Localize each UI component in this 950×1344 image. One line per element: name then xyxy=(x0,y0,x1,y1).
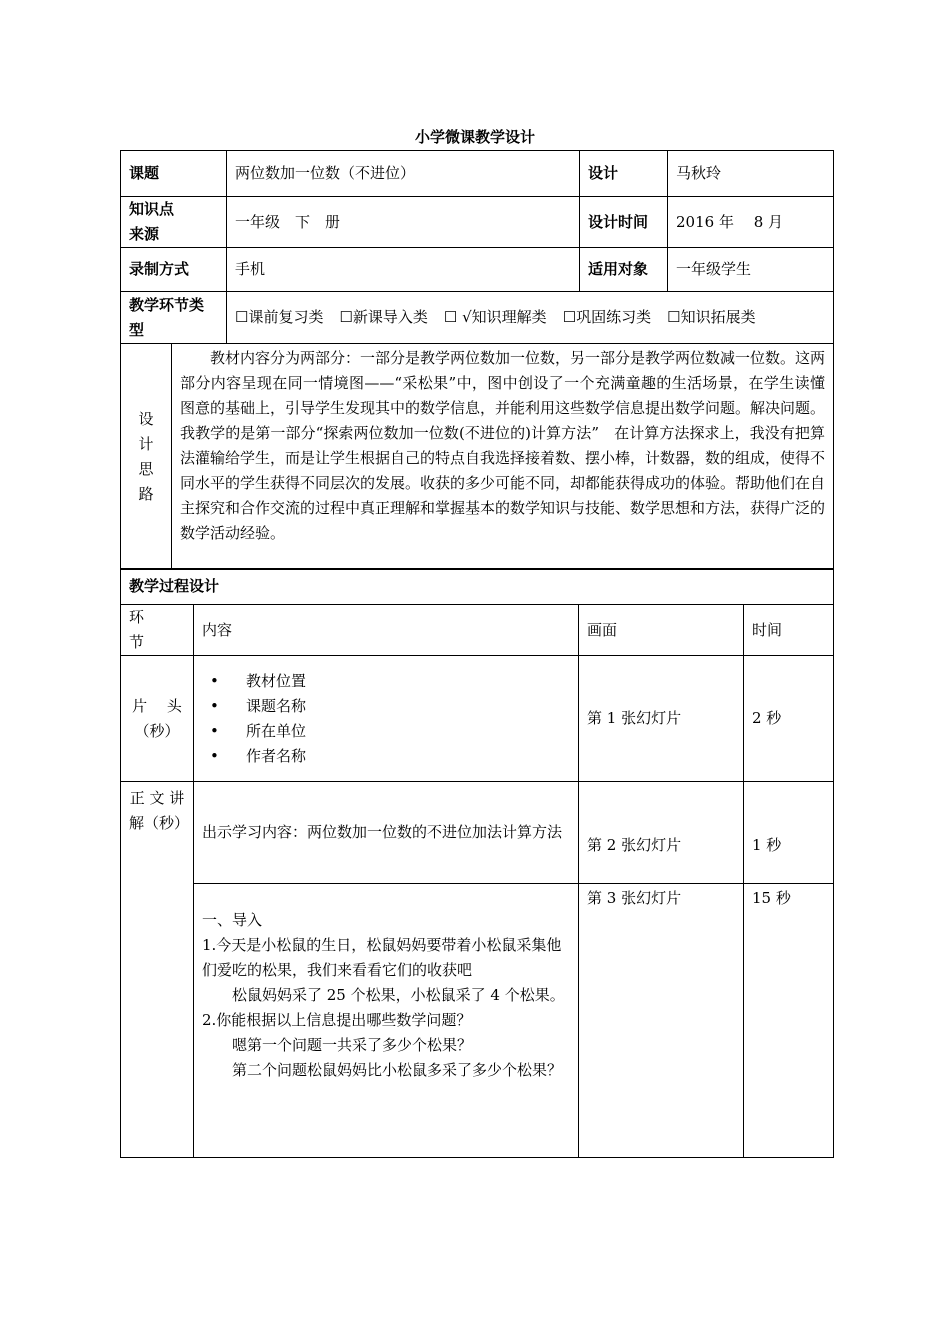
design-text: 教材内容分为两部分：一部分是教学两位数加一位数，另一部分是教学两位数减一位数。这两部分内容呈现在同一情境图——“采松果”中，图中创设了一个充满童趣的生活场景，在学生读懂图意的基础上，引导学生发现其中的数学信息，并能利用这些数学信息提出数学问题。解决问题。我教学的是第一部分“探索两位数加一位数(不进位的)计算方法” 在计算方法探求上，我没有把算法灌输给学生，而是让学生根据自己的特点自我选择接着数、摆小棒，计数器，数的组成，使得不同水平的学生获得不同层次的发展。收获的多少可能不同，却都能获得成功的体验。帮助他们在自主探究和合作交流的过程中真正理解和掌握基本的数学知识与技能、数学思想和方法，获得广泛的数学活动经验。 xyxy=(180,349,826,542)
stage-main-line2: 解（秒） xyxy=(129,814,190,832)
design-label-char: 计 xyxy=(138,434,154,453)
design-row xyxy=(121,344,834,570)
main-content: 出示学习内容：两位数加一位数的不进位加法计算方法 xyxy=(194,782,579,884)
record-row xyxy=(121,248,834,292)
process-table xyxy=(120,568,834,1158)
stage-header-line2: （秒） xyxy=(134,721,180,740)
header-screen: 第 1 张幻灯片 xyxy=(579,656,744,782)
col-time: 时间 xyxy=(744,605,834,656)
topic-row xyxy=(121,151,834,197)
type-label xyxy=(121,292,227,344)
type-label-line2: 型 xyxy=(129,320,145,339)
type-options xyxy=(227,292,834,344)
type-option-review[interactable]: ☐课前复习类 xyxy=(235,308,324,326)
intro-content xyxy=(194,884,579,1158)
source-label-line2: 来源 xyxy=(129,225,160,243)
source-label xyxy=(121,197,227,248)
type-row xyxy=(121,292,834,344)
header-content xyxy=(194,656,579,782)
record-value: 手机 xyxy=(227,248,580,292)
intro-line: 松鼠妈妈采了 25 个松果，小松鼠采了 4 个松果。 xyxy=(232,986,565,1004)
topic-label: 课题 xyxy=(121,151,227,197)
table-row xyxy=(121,656,834,782)
stage-main-line1: 正 文 讲 xyxy=(129,789,185,807)
intro-line: 嗯第一个问题一共采了多少个松果？ xyxy=(232,1036,473,1054)
stage-header-line1: 片 头 xyxy=(132,696,182,715)
source-value: 一年级 下 册 xyxy=(227,197,580,248)
intro-screen: 第 3 张幻灯片 xyxy=(579,884,744,1158)
list-item: • 课题名称 xyxy=(236,694,570,719)
designer-label: 设计 xyxy=(580,151,668,197)
table-row xyxy=(121,884,834,1158)
intro-line: 第二个问题松鼠妈妈比小松鼠多采了多少个松果？ xyxy=(232,1061,563,1079)
source-row xyxy=(121,197,834,248)
col-stage-line1: 环 xyxy=(129,608,145,626)
type-option-extension[interactable]: ☐知识拓展类 xyxy=(667,308,756,326)
intro-line: 2.你能根据以上信息提出哪些数学问题？ xyxy=(202,1011,472,1029)
page-title: 小学微课教学设计 xyxy=(414,128,535,146)
process-heading: 教学过程设计 xyxy=(121,569,834,605)
design-label xyxy=(121,344,172,569)
type-option-understanding[interactable]: ☐ √知识理解类 xyxy=(443,308,547,326)
type-option-practice[interactable]: ☐巩固练习类 xyxy=(562,308,652,326)
source-label-line1: 知识点 xyxy=(129,200,175,218)
col-content: 内容 xyxy=(194,605,579,656)
header-time: 2 秒 xyxy=(744,656,834,782)
col-screen: 画面 xyxy=(579,605,744,656)
info-table xyxy=(120,150,834,570)
stage-main xyxy=(121,782,194,1158)
target-label: 适用对象 xyxy=(580,248,668,292)
col-stage-line2: 节 xyxy=(129,633,145,651)
time-value: 2016 年 8 月 xyxy=(668,197,834,248)
process-header-row xyxy=(121,605,834,656)
intro-line: 1.今天是小松鼠的生日，松鼠妈妈要带着小松鼠采集他们爱吃的松果，我们来看看它们的收获吧 xyxy=(202,936,562,979)
intro-line: 一、导入 xyxy=(202,911,263,929)
header-bullet-list xyxy=(202,669,570,769)
main-time: 1 秒 xyxy=(744,782,834,884)
record-label: 录制方式 xyxy=(121,248,227,292)
design-label-char: 设 xyxy=(138,409,154,428)
topic-value: 两位数加一位数（不进位） xyxy=(227,151,580,197)
type-label-line1: 教学环节类 xyxy=(129,295,205,314)
col-stage xyxy=(121,605,194,656)
list-item: • 所在单位 xyxy=(236,719,570,744)
target-value: 一年级学生 xyxy=(668,248,834,292)
design-label-char: 思 xyxy=(138,459,154,478)
table-row xyxy=(121,782,834,884)
list-item: • 作者名称 xyxy=(236,744,570,769)
time-label: 设计时间 xyxy=(580,197,668,248)
type-option-intro[interactable]: ☐新课导入类 xyxy=(339,308,428,326)
designer-value: 马秋玲 xyxy=(668,151,834,197)
intro-time: 15 秒 xyxy=(744,884,834,1158)
design-label-char: 路 xyxy=(138,484,154,503)
main-screen: 第 2 张幻灯片 xyxy=(579,782,744,884)
process-heading-row xyxy=(121,569,834,605)
stage-header xyxy=(121,656,194,782)
list-item: • 教材位置 xyxy=(236,669,570,694)
